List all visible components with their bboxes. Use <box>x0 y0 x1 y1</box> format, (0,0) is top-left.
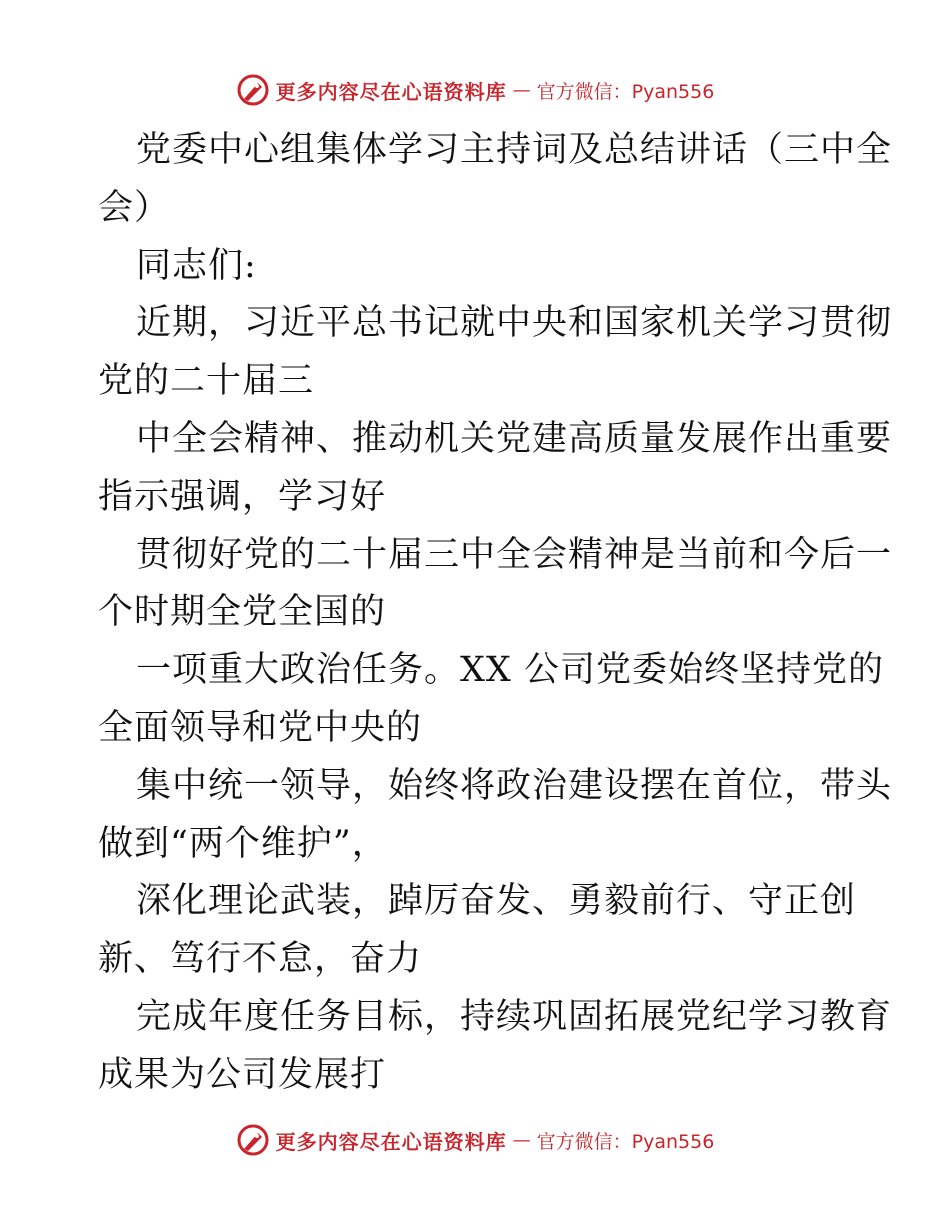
document-line: 全面领导和党中央的 <box>98 707 423 748</box>
banner-brand-text: 更多内容尽在心语资料库 <box>275 79 507 104</box>
document-line: 做到“两个维护”， <box>98 823 388 864</box>
banner-wechat-text: 官方微信：Pyan556 <box>536 1130 715 1153</box>
document-line: 党委中心组集体学习主持词及总结讲话（三中全 <box>136 130 893 170</box>
document-line: 中全会精神、推动机关党建高质量发展作出重要 <box>136 418 893 459</box>
pen-nib-logo-icon <box>236 1123 270 1157</box>
document-line: 新、笃行不怠，奋力 <box>98 939 423 980</box>
document-line: 个时期全党全国的 <box>98 592 387 633</box>
banner-separator: — <box>512 79 531 101</box>
banner-brand-text: 更多内容尽在心语资料库 <box>275 1129 507 1154</box>
document-line: 会） <box>98 187 171 228</box>
pen-nib-logo-icon <box>236 73 270 107</box>
document-line: 贯彻好党的二十届三中全会精神是当前和今后一 <box>136 534 893 575</box>
document-line: 一项重大政治任务。XX 公司党委始终坚持党的 <box>136 650 884 691</box>
document-body <box>98 122 893 1105</box>
banner-wechat-text: 官方微信：Pyan556 <box>536 80 715 103</box>
document-line: 指示强调，学习好 <box>98 476 387 517</box>
header-watermark-banner <box>0 70 950 110</box>
document-line: 集中统一领导，始终将政治建设摆在首位，带头 <box>136 765 893 806</box>
document-line: 完成年度任务目标，持续巩固拓展党纪学习教育 <box>136 996 893 1037</box>
banner-separator: — <box>512 1129 531 1151</box>
document-line: 深化理论武装，踔厉奋发、勇毅前行、守正创 <box>136 881 857 922</box>
document-line: 成果为公司发展打 <box>98 1054 387 1095</box>
document-line: 同志们: <box>136 245 257 286</box>
document-line: 党的二十届三 <box>98 361 315 402</box>
document-line: 近期，习近平总书记就中央和国家机关学习贯彻 <box>136 303 893 344</box>
footer-watermark-banner <box>0 1120 950 1160</box>
